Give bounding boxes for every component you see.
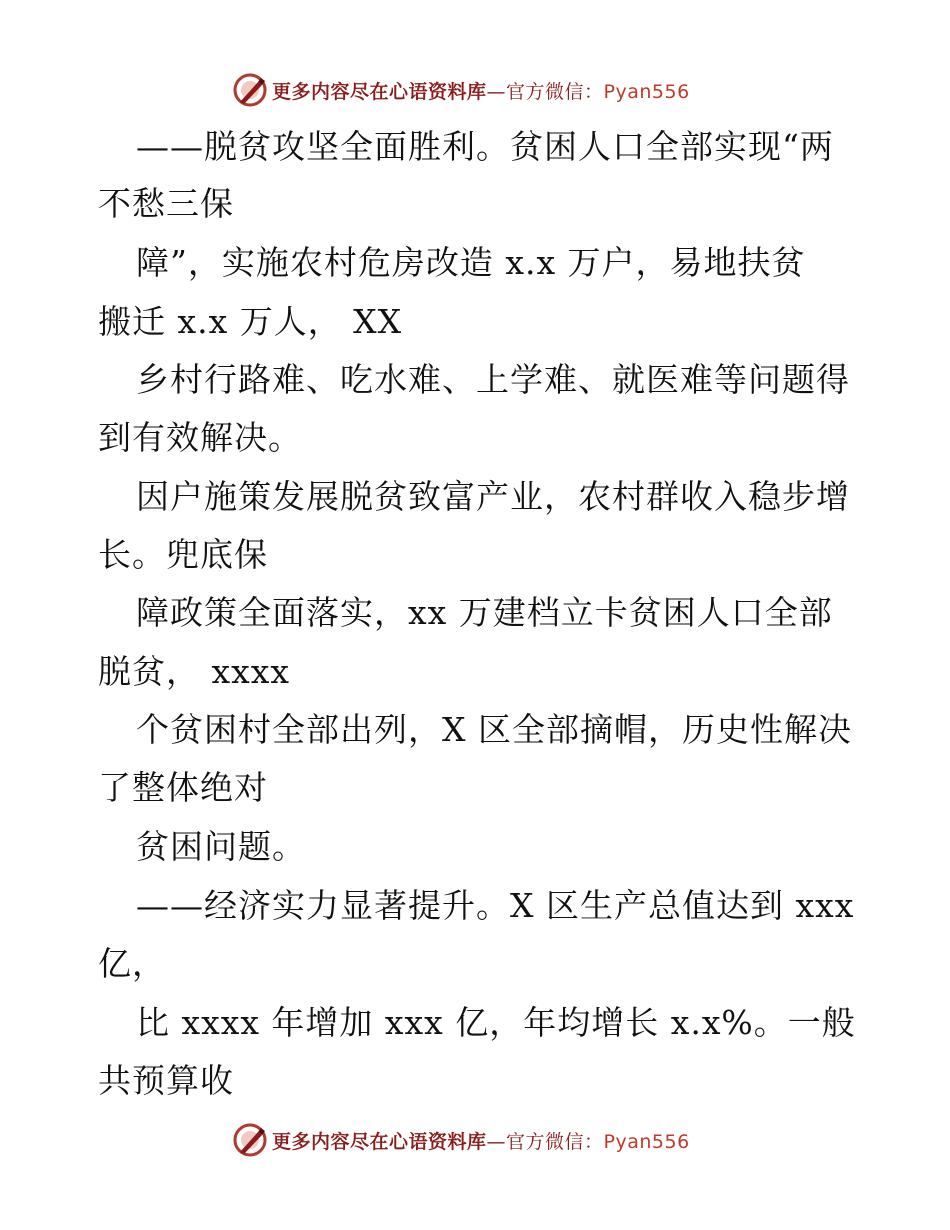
- paragraph-line: 脱贫， xxxx: [98, 652, 290, 691]
- watermark-official-label: 官方微信：: [506, 80, 604, 103]
- watermark-text: [272, 1127, 690, 1154]
- paragraph-line: 障”，实施农村危房改造 x.x 万户，易地扶贫: [136, 243, 806, 282]
- paragraph-line: 了整体绝对: [98, 768, 268, 807]
- watermark-brand: 更多内容尽在心语资料库: [272, 80, 487, 103]
- paragraph-line: 因户施策发展脱贫致富产业，农村群收入稳步增: [136, 477, 850, 516]
- paragraph-line: 不愁三保: [98, 184, 234, 223]
- paragraph-line: 亿，: [98, 944, 166, 983]
- paragraph-line: 到有效解决。: [98, 418, 302, 457]
- paragraph-line: 搬迁 x.x 万人， XX: [98, 302, 403, 341]
- paragraph-line: ——脱贫攻坚全面胜利。贫困人口全部实现“两: [136, 127, 834, 166]
- footer-watermark: [0, 1120, 950, 1160]
- header-watermark: [0, 70, 950, 110]
- watermark-separator: —: [486, 1130, 507, 1153]
- paragraph-line: 长。兜底保: [98, 535, 268, 574]
- watermark-text: [272, 77, 690, 104]
- paragraph-line: 障政策全面落实，xx 万建档立卡贫困人口全部: [136, 593, 833, 632]
- paragraph-line: 个贫困村全部出列，X 区全部摘帽，历史性解决: [136, 710, 852, 749]
- watermark-official-label: 官方微信：: [506, 1130, 604, 1153]
- paragraph-line: 乡村行路难、吃水难、上学难、就医难等问题得: [136, 360, 850, 399]
- paragraph-line: 比 xxxx 年增加 xxx 亿，年均增长 x.x%。一般: [136, 1003, 856, 1042]
- watermark-separator: —: [486, 80, 507, 103]
- paragraph-line: 贫困问题。: [136, 827, 306, 866]
- paragraph-line: 共预算收: [98, 1061, 234, 1100]
- pen-circle-logo-icon: [232, 1122, 268, 1158]
- watermark-account: Pyan556: [603, 80, 690, 103]
- watermark-brand: 更多内容尽在心语资料库: [272, 1130, 487, 1153]
- pen-circle-logo-icon: [232, 72, 268, 108]
- watermark-account: Pyan556: [603, 1130, 690, 1153]
- paragraph-line: ——经济实力显著提升。X 区生产总值达到 xxx: [136, 886, 855, 925]
